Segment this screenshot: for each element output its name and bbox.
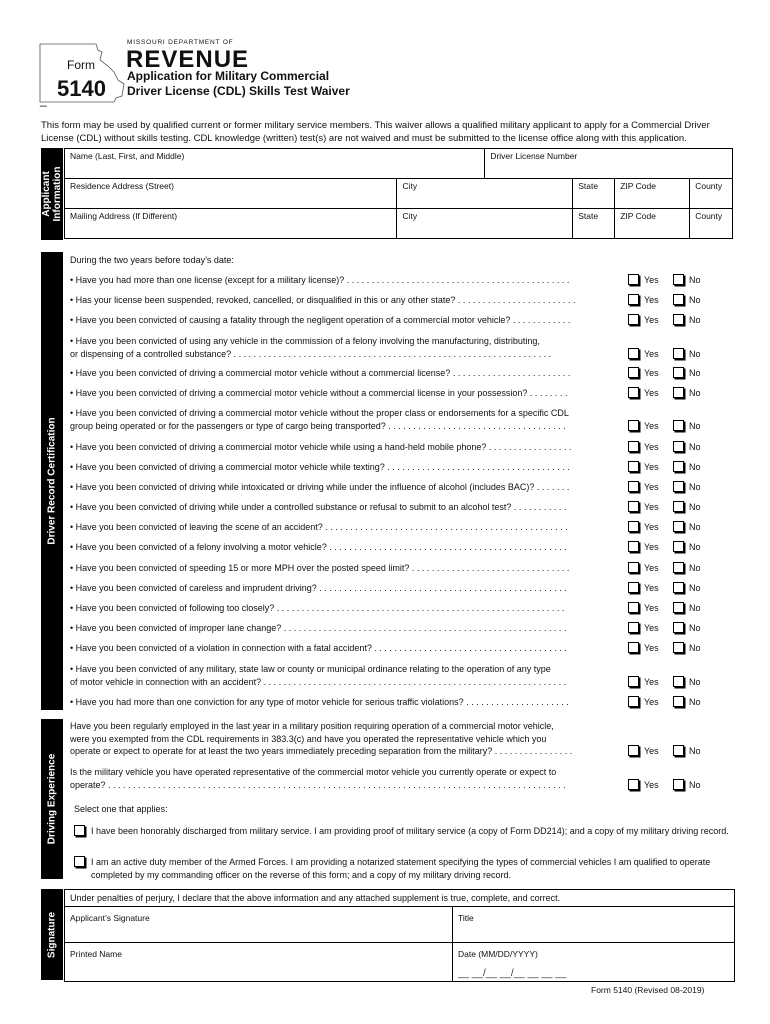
date-mask: __ __/__ __/__ __ __ __ — [458, 968, 567, 979]
checkbox[interactable] — [673, 745, 684, 756]
checkbox[interactable] — [673, 461, 684, 472]
state-label: State — [578, 181, 599, 191]
yes-label: Yes — [644, 349, 659, 359]
date-field[interactable]: Date (MM/DD/YYYY) — [458, 949, 538, 959]
applicant-tab-line1: Applicant — [41, 171, 52, 217]
form-title-line1: Application for Military Commercial — [127, 69, 330, 83]
state-label: State — [578, 211, 599, 221]
no-label: No — [689, 462, 701, 472]
yes-label: Yes — [644, 677, 659, 687]
yes-label: Yes — [644, 275, 659, 285]
select-one-label: Select one that applies: — [74, 804, 168, 814]
experience-q2-text: Is the military vehicle you have operated representative of the commercial motor vehicle you currently operate or expect to operate? . . . . . . . . . . . . . . . . . . . . . . . . . . . . . . . . . . . . . . . . . . . . . . . . . . . . . . . . . . . . . . . . . . . . . . . . . . . . . . . . . . . . . . . . . . . . — [70, 767, 566, 790]
applicant-information-tab — [41, 148, 63, 240]
checkbox[interactable] — [628, 420, 639, 431]
no-label: No — [689, 502, 701, 512]
department-name: MISSOURI DEPARTMENT OF — [127, 39, 234, 46]
driving-experience-tab — [41, 719, 63, 879]
question-text: • Have you been convicted of driving while intoxicated or driving while under the influence of alcohol (includes BAC)? . . . . . . . — [70, 482, 570, 492]
yes-label: Yes — [644, 603, 659, 613]
checkbox[interactable] — [673, 602, 684, 613]
yes-label: Yes — [644, 482, 659, 492]
form-revision: Form 5140 (Revised 08-2019) — [591, 985, 705, 995]
no-label: No — [689, 388, 701, 398]
checkbox[interactable] — [673, 521, 684, 532]
checkbox[interactable] — [628, 501, 639, 512]
driving-experience-tab-label: Driving Experience — [46, 753, 58, 845]
checkbox[interactable] — [628, 745, 639, 756]
form-header — [0, 0, 770, 115]
question-text: • Have you been convicted of a violation in connection with a fatal accident? . . . . . . . . . . . . . . . . . . . . . . . . . . . . . . . . . . . . . . . — [70, 643, 567, 653]
county-label: County — [695, 181, 723, 191]
dl-number-field[interactable] — [485, 149, 733, 179]
title-field[interactable]: Title — [458, 913, 474, 923]
checkbox[interactable] — [628, 642, 639, 653]
checkbox[interactable] — [673, 481, 684, 492]
mailing-zip-field[interactable] — [615, 209, 690, 239]
checkbox[interactable] — [628, 582, 639, 593]
no-label: No — [689, 349, 701, 359]
checkbox[interactable] — [628, 461, 639, 472]
question-text: • Have you been convicted of driving a commercial motor vehicle without the proper class or endorsements for a specific CDL group being operated or for the passengers or type of cargo being transported? . . . . . . . . . . . . . . . . . . . . . . . . . . . . . . . . . . . . — [70, 408, 569, 431]
no-label: No — [689, 442, 701, 452]
printed-name-field[interactable]: Printed Name — [70, 949, 122, 959]
agency-logo: REVENUE — [126, 46, 250, 73]
no-label: No — [689, 542, 701, 552]
checkbox[interactable] — [628, 348, 639, 359]
form-label: Form — [67, 58, 95, 72]
yes-label: Yes — [644, 697, 659, 707]
no-label: No — [689, 522, 701, 532]
question-text: • Have you been convicted of using any vehicle in the commission of a felony involving the manufacturing, distributing, or dispensing of a controlled substance? . . . . . . . . . . . . . . . . . . . . . . . . . . . . . . . . . . . . . . . . . . . . . . . . . . . . . . . . . . . . . . . . — [70, 336, 552, 359]
no-label: No — [689, 583, 701, 593]
no-label: No — [689, 643, 701, 653]
yes-label: Yes — [644, 442, 659, 452]
driver-record-tab — [41, 252, 63, 710]
signature-tab-label: Signature — [46, 911, 58, 958]
no-label: No — [689, 603, 701, 613]
form-title-line2: Driver License (CDL) Skills Test Waiver — [127, 84, 350, 98]
question-text: • Have you been convicted of any military, state law or county or municipal ordinance relating to the operation of any type of motor vehicle in connection with an accident? . . . . . . . . . . . . . . . . . . . . . . . . . . . . . . . . . . . . . . . . . . . . . . . . . . . . . . . . . . . . . — [70, 664, 567, 687]
checkbox[interactable] — [628, 294, 639, 305]
checkbox[interactable] — [628, 602, 639, 613]
applicant-signature-field[interactable]: Applicant’s Signature — [70, 913, 150, 923]
signature-box — [64, 889, 735, 982]
driver-record-tab-label: Driver Record Certification — [46, 417, 58, 545]
question-text: • Has your license been suspended, revoked, cancelled, or disqualified in this or any other state? . . . . . . . . . . . . . . . . . . . . . . . . — [70, 295, 576, 305]
no-label: No — [689, 623, 701, 633]
checkbox[interactable] — [673, 274, 684, 285]
experience-q1-text: Have you been regularly employed in the last year in a military position requiring operation of a commercial motor vehicle, were you exempted from the CDL requirements in 383.3(c) and have you operated the representative vehicle which you operate or expect to operate for at least the two years immediately preceding separation from the military? . . . . . . . . . . . . . . . . — [70, 721, 573, 756]
question-text: • Have you been convicted of speeding 15 or more MPH over the posted speed limit? . . . . . . . . . . . . . . . . . . . . . . . . . . . . . . . . — [70, 563, 570, 573]
checkbox[interactable] — [673, 582, 684, 593]
yes-label: Yes — [644, 542, 659, 552]
no-label: No — [689, 295, 701, 305]
no-label: No — [689, 677, 701, 687]
city-label: City — [402, 181, 418, 191]
checkbox[interactable] — [628, 367, 639, 378]
county-label: County — [695, 211, 723, 221]
checkbox[interactable] — [673, 441, 684, 452]
checkbox[interactable] — [628, 387, 639, 398]
checkbox[interactable] — [628, 676, 639, 687]
question-text: • Have you been convicted of a felony involving a motor vehicle? . . . . . . . . . . . . . . . . . . . . . . . . . . . . . . . . . . . . . . . . . . . . . . . . — [70, 542, 567, 552]
checkbox[interactable] — [673, 420, 684, 431]
residence-state-field[interactable] — [573, 179, 615, 209]
applicant-info-table — [64, 148, 733, 239]
yes-label: Yes — [644, 388, 659, 398]
checkbox[interactable] — [673, 696, 684, 707]
checkbox[interactable] — [628, 779, 639, 790]
question-text: • Have you been convicted of driving a commercial motor vehicle while using a hand-held mobile phone? . . . . . . . . . . . . . . . . . — [70, 442, 572, 452]
checkbox[interactable] — [673, 676, 684, 687]
no-label: No — [689, 563, 701, 573]
question-text: • Have you been convicted of leaving the scene of an accident? . . . . . . . . . . . . . . . . . . . . . . . . . . . . . . . . . . . . . . . . . . . . . . . . . — [70, 522, 568, 532]
option-1-text: I have been honorably discharged from military service. I am providing proof of military service (a copy of Form DD214); and a copy of my military driving record. — [91, 826, 729, 836]
checkbox[interactable] — [673, 622, 684, 633]
yes-label: Yes — [644, 583, 659, 593]
checkbox[interactable] — [628, 441, 639, 452]
checkbox[interactable] — [628, 562, 639, 573]
mailing-state-field[interactable] — [573, 209, 615, 239]
checkbox[interactable] — [74, 856, 85, 867]
residence-zip-field[interactable] — [615, 179, 690, 209]
signature-tab — [41, 889, 63, 980]
yes-label: Yes — [644, 522, 659, 532]
mailing-city-field[interactable] — [397, 209, 573, 239]
question-text: • Have you been convicted of causing a fatality through the negligent operation of a commercial motor vehicle? . . . . . . . . . . . . — [70, 315, 571, 325]
name-label: Name (Last, First, and Middle) — [70, 151, 185, 161]
yes-label: Yes — [644, 643, 659, 653]
applicant-tab-line2: Information — [52, 166, 63, 222]
checkbox[interactable] — [673, 642, 684, 653]
checkbox[interactable] — [673, 367, 684, 378]
yes-label: Yes — [644, 421, 659, 431]
perjury-statement: Under penalties of perjury, I declare that the above information and any attached supplement is true, complete, and correct. — [70, 893, 561, 903]
checkbox[interactable] — [673, 501, 684, 512]
yes-label: Yes — [644, 502, 659, 512]
mailing-county-field[interactable] — [690, 209, 733, 239]
form-dash: _ — [40, 93, 47, 107]
checkbox[interactable] — [628, 696, 639, 707]
checkbox[interactable] — [628, 521, 639, 532]
question-text: • Have you been convicted of driving a commercial motor vehicle while texting? . . . . . . . . . . . . . . . . . . . . . . . . . . . . . . . . . . . . . — [70, 462, 570, 472]
city-label: City — [402, 211, 418, 221]
checkbox[interactable] — [628, 274, 639, 285]
checkbox[interactable] — [673, 779, 684, 790]
checkbox[interactable] — [628, 622, 639, 633]
yes-label: Yes — [644, 315, 659, 325]
mailing-address-field[interactable] — [65, 209, 397, 239]
yes-label: Yes — [644, 780, 659, 790]
form-number: 5140 — [57, 76, 106, 101]
checkbox[interactable] — [628, 314, 639, 325]
question-text: • Have you been convicted of driving a commercial motor vehicle without a commercial license? . . . . . . . . . . . . . . . . . . . . . . . . — [70, 368, 571, 378]
no-label: No — [689, 697, 701, 707]
option-2-text: I am an active duty member of the Armed Forces. I am providing a notarized statement specifying the types of commercial vehicles I am qualified to operate completed by my commanding officer on the reverse of this form; and a copy of my military driving record. — [91, 857, 711, 880]
yes-label: Yes — [644, 623, 659, 633]
residence-address-field[interactable] — [65, 179, 397, 209]
checkbox[interactable] — [74, 825, 85, 836]
question-text: • Have you been convicted of following too closely? . . . . . . . . . . . . . . . . . . . . . . . . . . . . . . . . . . . . . . . . . . . . . . . . . . . . . . . . . . — [70, 603, 565, 613]
intro-text: This form may be used by qualified current or former military service members. This waiver allows a qualified military applicant to apply for a Commercial Driver License (CDL) without skills testing. CDL knowledge (written) test(s) are not waived and must be submitted to the license office along with this application. — [41, 120, 710, 144]
question-text: • Have you had more than one conviction for any type of motor vehicle for serious traffic violations? . . . . . . . . . . . . . . . . . . . . . — [70, 697, 569, 707]
checkbox[interactable] — [673, 387, 684, 398]
mailing-label: Mailing Address (If Different) — [70, 211, 178, 221]
no-label: No — [689, 482, 701, 492]
zip-label: ZIP Code — [620, 181, 656, 191]
no-label: No — [689, 421, 701, 431]
no-label: No — [689, 315, 701, 325]
checkbox[interactable] — [673, 562, 684, 573]
name-field[interactable] — [65, 149, 485, 179]
zip-label: ZIP Code — [620, 211, 656, 221]
record-intro: During the two years before today’s date: — [70, 255, 234, 265]
residence-label: Residence Address (Street) — [70, 181, 174, 191]
yes-label: Yes — [644, 368, 659, 378]
question-text: • Have you been convicted of driving a commercial motor vehicle without a commercial license in your possession? . . . . . . . . — [70, 388, 568, 398]
checkbox[interactable] — [673, 314, 684, 325]
checkbox[interactable] — [673, 294, 684, 305]
question-text: • Have you been convicted of improper lane change? . . . . . . . . . . . . . . . . . . . . . . . . . . . . . . . . . . . . . . . . . . . . . . . . . . . . . . . . . — [70, 623, 567, 633]
no-label: No — [689, 275, 701, 285]
yes-label: Yes — [644, 746, 659, 756]
checkbox[interactable] — [673, 348, 684, 359]
residence-county-field[interactable] — [690, 179, 733, 209]
no-label: No — [689, 746, 701, 756]
checkbox[interactable] — [628, 481, 639, 492]
question-text: • Have you been convicted of driving while under a controlled substance or refusal to submit to an alcohol test? . . . . . . . . . . . — [70, 502, 567, 512]
dl-number-label: Driver License Number — [490, 151, 578, 161]
residence-city-field[interactable] — [397, 179, 573, 209]
yes-label: Yes — [644, 462, 659, 472]
yes-label: Yes — [644, 295, 659, 305]
no-label: No — [689, 368, 701, 378]
question-text: • Have you had more than one license (except for a military license)? . . . . . . . . . . . . . . . . . . . . . . . . . . . . . . . . . . . . . . . . . . . . . — [70, 275, 570, 285]
checkbox[interactable] — [628, 541, 639, 552]
no-label: No — [689, 780, 701, 790]
yes-label: Yes — [644, 563, 659, 573]
checkbox[interactable] — [673, 541, 684, 552]
question-text: • Have you been convicted of careless and imprudent driving? . . . . . . . . . . . . . . . . . . . . . . . . . . . . . . . . . . . . . . . . . . . . . . . . . . — [70, 583, 567, 593]
